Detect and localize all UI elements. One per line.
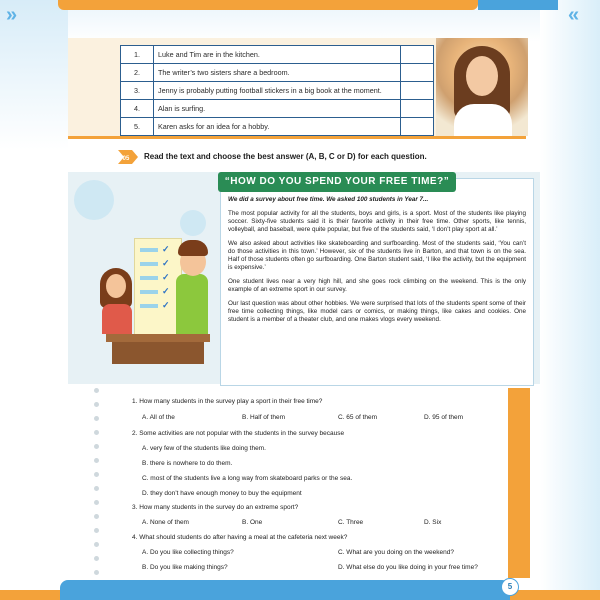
row-statement: Karen asks for an idea for a hobby. [154, 118, 401, 136]
footer-blue-bar [60, 580, 510, 600]
answer-box[interactable] [401, 46, 434, 64]
article-title: “HOW DO YOU SPEND YOUR FREE TIME?” [218, 172, 456, 192]
table-row [121, 82, 434, 100]
true-false-table [120, 45, 434, 136]
option-b[interactable]: B. One [242, 519, 263, 526]
exercise-arrow-icon [118, 150, 138, 164]
row-statement: Luke and Tim are in the kitchen. [154, 46, 401, 64]
article-body [228, 196, 526, 330]
option-b[interactable]: B. Do you like making things? [142, 564, 228, 571]
option-a[interactable]: A. very few of the students like doing them. [142, 445, 266, 452]
article-paragraph: One student lives near a very high hill, and she goes rock climbing on the weekend. This is the only example of an extreme sport in our survey. [228, 278, 526, 293]
divider [68, 136, 526, 139]
row-statement: Alan is surfing. [154, 100, 401, 118]
exercise-number: 05 [122, 156, 130, 162]
table-row [121, 100, 434, 118]
row-statement: The writer’s two sisters share a bedroom. [154, 64, 401, 82]
row-number: 1. [121, 46, 154, 64]
boy-illustration [176, 274, 208, 334]
desk-illustration [106, 334, 210, 342]
checkmark-icon: ✓ [162, 286, 170, 296]
answer-box[interactable] [401, 82, 434, 100]
answer-box[interactable] [401, 100, 434, 118]
option-c[interactable]: C. most of the students live a long way from skateboard parks or the sea. [142, 475, 353, 482]
right-decor [540, 0, 600, 600]
option-d[interactable]: D. 95 of them [424, 414, 464, 421]
checkmark-icon: ✓ [162, 272, 170, 282]
option-d[interactable]: D. they don’t have enough money to buy the equipment [142, 490, 302, 497]
chevron-decor-icon: « [568, 4, 580, 26]
question-4: 4. What should students do after having a meal at the cafeteria next week? [132, 534, 348, 541]
checklist-board [134, 238, 182, 338]
question-1: 1. How many students in the survey play a sport in their free time? [132, 398, 323, 405]
row-number: 2. [121, 64, 154, 82]
article-paragraph: Our last question was about other hobbies. We were surprised that lots of the students spent some of their free time collecting things, like model cars or comics, or making things, like cakes and cookies. One student is a member of a theater club, and one makes vlogs every weekend. [228, 300, 526, 323]
question-3: 3. How many students in the survey do an extreme sport? [132, 504, 299, 511]
option-d[interactable]: D. What else do you like doing in your free time? [338, 564, 478, 571]
right-orange-strip [508, 388, 530, 578]
option-c[interactable]: C. Three [338, 519, 364, 526]
option-d[interactable]: D. Six [424, 519, 442, 526]
option-b[interactable]: B. there is nowhere to do them. [142, 460, 233, 467]
row-statement: Jenny is probably putting football stickers in a big book at the moment. [154, 82, 401, 100]
page-number: 5 [501, 578, 519, 596]
article-paragraph: The most popular activity for all the students, boys and girls, is a sport. Most of the students like playing soccer. Sixty-five students said it is their favorite activity in their free time. Other sports, like tennis, volleyball, and baseball, were quite popular, but five of the students said, ‘I don’t play sport at all.’ [228, 210, 526, 233]
answer-box[interactable] [401, 64, 434, 82]
row-number: 4. [121, 100, 154, 118]
option-c[interactable]: C. What are you doing on the weekend? [338, 549, 454, 556]
decor-circle [74, 180, 114, 220]
table-row [121, 46, 434, 64]
binder-holes [94, 388, 102, 576]
chevron-decor-icon: » [6, 4, 18, 26]
article-paragraph: We also asked about activities like skateboarding and surfboarding. Most of the students said, ‘You can’t do those activities in this town.’ However, six of the students live in Barton, and that town is on the sea. Half of those students often go surfboarding. One Barton student said, ‘I like the activity, but the equipment is expensive.’ [228, 240, 526, 271]
article-intro: We did a survey about free time. We asked 100 students in Year 7... [228, 196, 429, 203]
top-orange-bar [58, 0, 478, 10]
checkmark-icon: ✓ [162, 244, 170, 254]
instruction-text: Read the text and choose the best answer (A, B, C or D) for each question. [144, 152, 427, 161]
checkmark-icon: ✓ [162, 258, 170, 268]
checkmark-icon: ✓ [162, 300, 170, 310]
table-row [121, 118, 434, 136]
option-a[interactable]: A. Do you like collecting things? [142, 549, 234, 556]
option-a[interactable]: A. All of the [142, 414, 175, 421]
question-2: 2. Some activities are not popular with the students in the survey because [132, 430, 345, 437]
row-number: 3. [121, 82, 154, 100]
table-row [121, 64, 434, 82]
option-a[interactable]: A. None of them [142, 519, 189, 526]
top-blue-bar [478, 0, 558, 10]
row-number: 5. [121, 118, 154, 136]
decor-circle [180, 210, 206, 236]
option-c[interactable]: C. 65 of them [338, 414, 378, 421]
option-b[interactable]: B. Half of them [242, 414, 285, 421]
answer-box[interactable] [401, 118, 434, 136]
girl-photo [436, 38, 528, 136]
